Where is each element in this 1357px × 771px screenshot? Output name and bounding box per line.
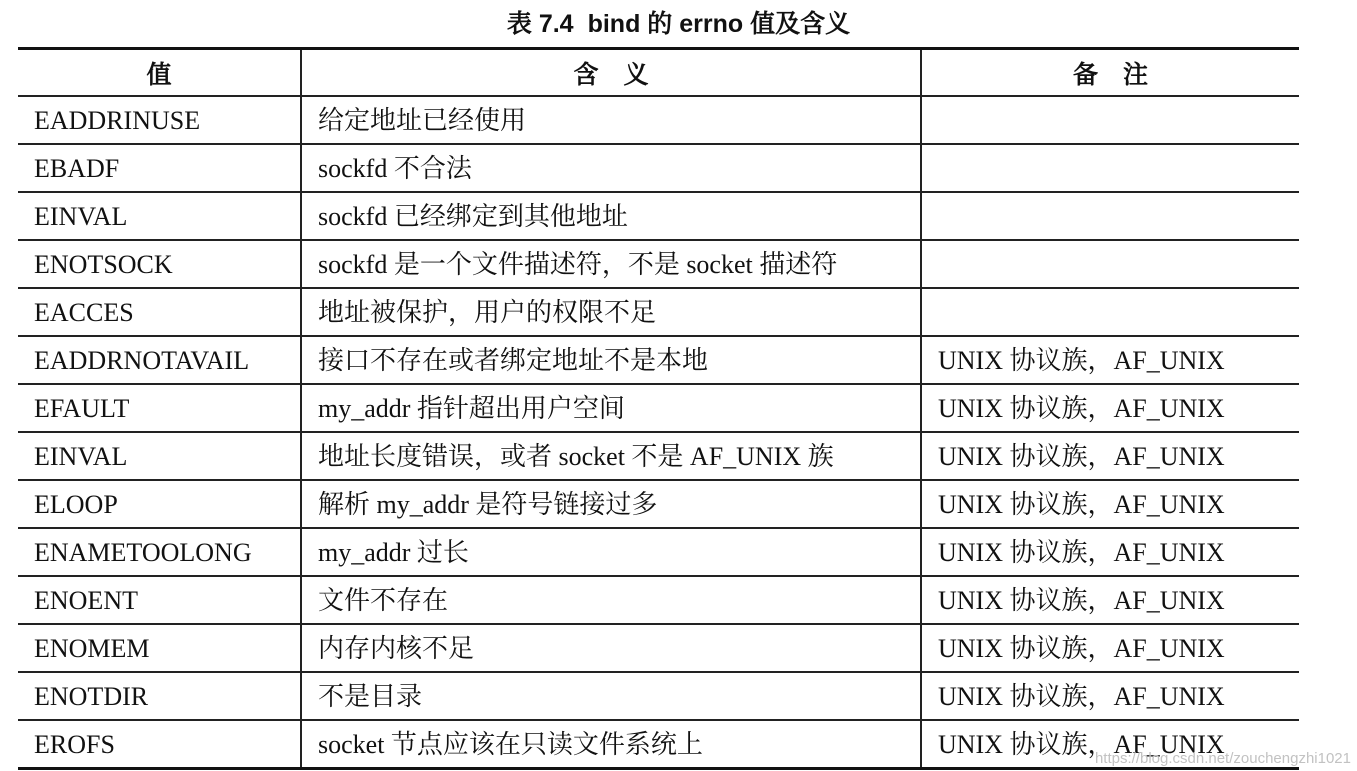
cell-meaning: sockfd 已经绑定到其他地址 — [301, 192, 921, 240]
table-row — [18, 384, 1299, 432]
cell-note — [921, 288, 1299, 336]
cell-note: UNIX 协议族，AF_UNIX — [921, 576, 1299, 624]
cell-meaning: 地址被保护，用户的权限不足 — [301, 288, 921, 336]
cell-errno: EFAULT — [18, 384, 301, 432]
cell-meaning: 给定地址已经使用 — [301, 96, 921, 144]
cell-note — [921, 96, 1299, 144]
cell-errno: ENOTDIR — [18, 672, 301, 720]
cell-errno: EADDRNOTAVAIL — [18, 336, 301, 384]
cell-note: UNIX 协议族，AF_UNIX — [921, 480, 1299, 528]
cell-note — [921, 192, 1299, 240]
cell-note: UNIX 协议族，AF_UNIX — [921, 672, 1299, 720]
cell-meaning: 不是目录 — [301, 672, 921, 720]
cell-errno: EINVAL — [18, 432, 301, 480]
table-row — [18, 96, 1299, 144]
cell-meaning: 解析 my_addr 是符号链接过多 — [301, 480, 921, 528]
table-row — [18, 192, 1299, 240]
table-row — [18, 288, 1299, 336]
cell-meaning: 地址长度错误，或者 socket 不是 AF_UNIX 族 — [301, 432, 921, 480]
table-number: 表 7.4 — [506, 10, 574, 38]
cell-note: UNIX 协议族，AF_UNIX — [921, 432, 1299, 480]
errno-table — [18, 47, 1299, 770]
cell-errno: ENOTSOCK — [18, 240, 301, 288]
table-row — [18, 144, 1299, 192]
table-caption — [0, 2, 1357, 42]
table-row — [18, 480, 1299, 528]
cell-errno: EACCES — [18, 288, 301, 336]
table-row — [18, 336, 1299, 384]
watermark: https://blog.csdn.net/zouchengzhi1021 — [1094, 750, 1351, 767]
cell-meaning: sockfd 是一个文件描述符，不是 socket 描述符 — [301, 240, 921, 288]
header-row — [18, 49, 1299, 97]
header-note: 备 注 — [921, 49, 1299, 97]
cell-note — [921, 144, 1299, 192]
table-title: bind 的 errno 值及含义 — [587, 10, 851, 38]
cell-meaning: my_addr 过长 — [301, 528, 921, 576]
cell-meaning: 内存内核不足 — [301, 624, 921, 672]
table-row — [18, 240, 1299, 288]
header-value: 值 — [18, 49, 301, 97]
table-row — [18, 576, 1299, 624]
table-row — [18, 432, 1299, 480]
cell-errno: ENOMEM — [18, 624, 301, 672]
cell-note: UNIX 协议族，AF_UNIX — [921, 720, 1299, 769]
cell-note: UNIX 协议族，AF_UNIX — [921, 528, 1299, 576]
cell-note — [921, 240, 1299, 288]
cell-errno: ENAMETOOLONG — [18, 528, 301, 576]
cell-note: UNIX 协议族，AF_UNIX — [921, 624, 1299, 672]
cell-errno: ENOENT — [18, 576, 301, 624]
cell-meaning: 接口不存在或者绑定地址不是本地 — [301, 336, 921, 384]
table-row — [18, 624, 1299, 672]
cell-meaning: sockfd 不合法 — [301, 144, 921, 192]
cell-errno: EADDRINUSE — [18, 96, 301, 144]
cell-note: UNIX 协议族，AF_UNIX — [921, 384, 1299, 432]
cell-errno: EINVAL — [18, 192, 301, 240]
table-row — [18, 672, 1299, 720]
cell-meaning: my_addr 指针超出用户空间 — [301, 384, 921, 432]
cell-meaning: socket 节点应该在只读文件系统上 — [301, 720, 921, 769]
header-meaning: 含 义 — [301, 49, 921, 97]
cell-errno: EROFS — [18, 720, 301, 769]
cell-errno: EBADF — [18, 144, 301, 192]
table-row — [18, 528, 1299, 576]
cell-note: UNIX 协议族，AF_UNIX — [921, 336, 1299, 384]
cell-errno: ELOOP — [18, 480, 301, 528]
cell-meaning: 文件不存在 — [301, 576, 921, 624]
